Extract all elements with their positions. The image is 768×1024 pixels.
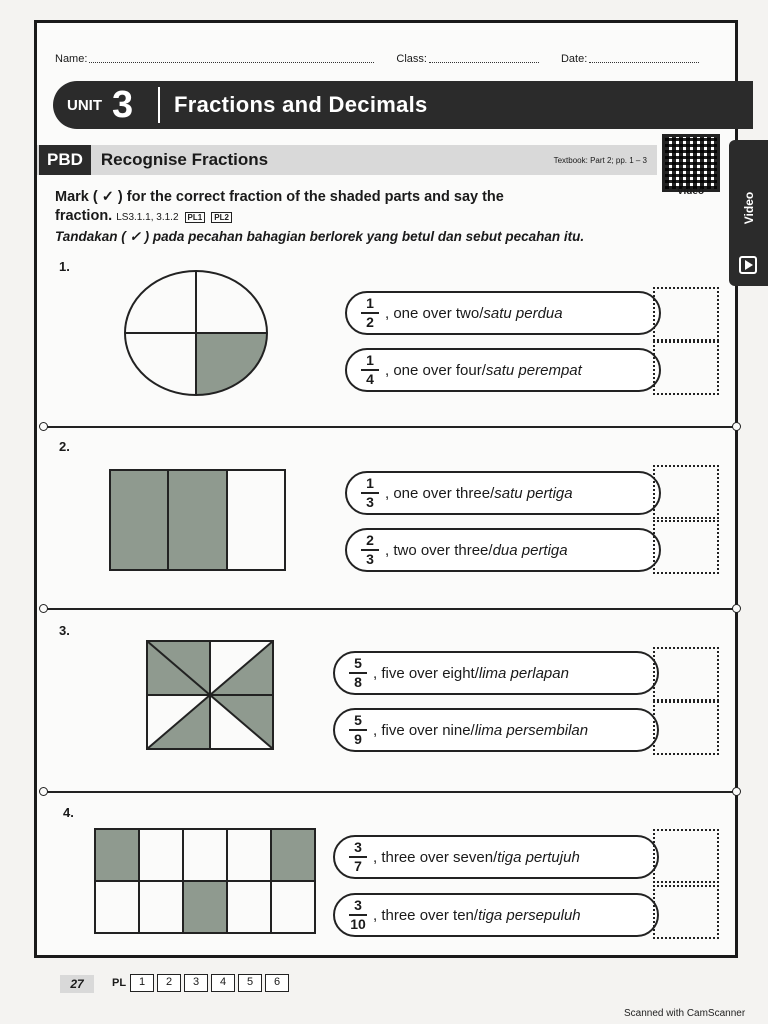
section-title: Recognise Fractions: [100, 150, 269, 169]
q3a-english: , five over eight/: [373, 664, 479, 682]
q4a-fraction: [349, 840, 367, 874]
learning-standard-codes: LS3.1.1, 3.1.2: [116, 212, 179, 223]
q1b-fraction: [361, 353, 379, 387]
q1-circle-diagram: [123, 268, 269, 398]
q2a-english: , one over three/: [385, 484, 495, 502]
q3b-english: , five over nine/: [373, 721, 475, 739]
denominator: 3: [366, 550, 374, 567]
q4-grid-diagram: [93, 827, 317, 935]
q2-shaded-part-2: [168, 470, 227, 570]
qr-code-icon[interactable]: [662, 134, 720, 192]
q2b-tick-box[interactable]: [653, 520, 719, 574]
class-label: Class:: [396, 53, 427, 65]
pl-box[interactable]: 1: [130, 974, 154, 992]
unit-divider: [158, 87, 160, 123]
q3a-tick-box[interactable]: [653, 647, 719, 701]
q1a-fraction: [361, 296, 379, 330]
q2a-malay: satu pertiga: [494, 484, 573, 502]
q2-shaded-part-1: [110, 470, 168, 570]
q2a-tick-box[interactable]: [653, 465, 719, 519]
q1a-tick-box[interactable]: [653, 287, 719, 341]
q4a-malay: tiga pertujuh: [497, 848, 580, 866]
pl-label: PL: [112, 977, 127, 989]
instruction-line-1: Mark ( ✓ ) for the correct fraction of the shaded parts and say the: [55, 189, 504, 205]
numerator: 1: [366, 352, 374, 369]
numerator: 1: [366, 475, 374, 492]
pbd-tag: PBD: [39, 145, 91, 175]
q3b-fraction: [349, 713, 367, 747]
pl1-badge: PL1: [185, 212, 206, 223]
q3-option-a: [333, 651, 659, 695]
instruction-english: [55, 188, 675, 227]
q4-option-a: [333, 835, 659, 879]
q1a-english: , one over two/: [385, 304, 484, 322]
q2-option-b: [345, 528, 661, 572]
class-field[interactable]: [429, 53, 539, 63]
q4b-malay: tiga persepuluh: [478, 906, 581, 924]
q1-option-b: [345, 348, 661, 392]
q2b-english: , two over three/: [385, 541, 493, 559]
q3a-malay: lima perlapan: [478, 664, 569, 682]
q4-option-b: [333, 893, 659, 937]
video-tab-label: Video: [742, 191, 756, 225]
date-label: Date:: [560, 53, 588, 65]
unit-title: Fractions and Decimals: [174, 92, 428, 117]
denominator: 9: [354, 730, 362, 747]
q1b-malay: satu perempat: [485, 361, 582, 379]
numerator: 2: [366, 532, 374, 549]
question-1-number: 1.: [59, 259, 70, 274]
instruction-line-2: fraction.: [55, 208, 113, 224]
pl-box[interactable]: 4: [211, 974, 235, 992]
q4-shaded-cell-3: [183, 881, 227, 933]
video-label: Video: [677, 186, 705, 197]
q2a-fraction: [361, 476, 379, 510]
page-number: 27: [60, 975, 94, 993]
q1-option-a: [345, 291, 661, 335]
question-separator: [45, 426, 735, 428]
unit-number: 3: [112, 83, 134, 126]
unit-banner: [53, 81, 753, 129]
numerator: 3: [354, 897, 362, 914]
denominator: 10: [350, 915, 366, 932]
section-bar: [37, 145, 657, 175]
q1b-english: , one over four/: [385, 361, 486, 379]
play-icon: [739, 256, 757, 274]
numerator: 5: [354, 655, 362, 672]
q1-shaded-quarter: [196, 333, 269, 398]
question-separator: [45, 791, 735, 793]
pl-box[interactable]: 6: [265, 974, 289, 992]
q4-shaded-cell-1: [95, 829, 139, 881]
denominator: 4: [366, 370, 374, 387]
q3a-fraction: [349, 656, 367, 690]
q2b-fraction: [361, 533, 379, 567]
q1b-tick-box[interactable]: [653, 341, 719, 395]
q2b-malay: dua pertiga: [492, 541, 568, 559]
q3b-malay: lima persembilan: [474, 721, 589, 739]
q4b-fraction: [349, 898, 367, 932]
q4b-tick-box[interactable]: [653, 885, 719, 939]
q2-option-a: [345, 471, 661, 515]
question-4-number: 4.: [63, 805, 74, 820]
denominator: 7: [354, 857, 362, 874]
unit-word: UNIT: [67, 96, 102, 114]
q4b-english: , three over ten/: [373, 906, 479, 924]
question-3-number: 3.: [59, 623, 70, 638]
q4a-tick-box[interactable]: [653, 829, 719, 883]
name-label: Name:: [55, 53, 88, 65]
q1a-malay: satu perdua: [483, 304, 563, 322]
student-info-row: [55, 53, 725, 65]
denominator: 8: [354, 673, 362, 690]
scanner-watermark: Scanned with CamScanner: [624, 1008, 746, 1019]
pl-box[interactable]: 2: [157, 974, 181, 992]
textbook-reference: Textbook: Part 2; pp. 1 – 3: [553, 155, 647, 165]
date-field[interactable]: [589, 53, 699, 63]
pl2-badge: PL2: [211, 212, 232, 223]
name-field[interactable]: [89, 53, 374, 63]
numerator: 3: [354, 839, 362, 856]
q3b-tick-box[interactable]: [653, 701, 719, 755]
pl-box[interactable]: 5: [238, 974, 262, 992]
q3-option-b: [333, 708, 659, 752]
question-2-number: 2.: [59, 439, 70, 454]
numerator: 5: [354, 712, 362, 729]
q3-square-diagram: [145, 639, 275, 753]
denominator: 2: [366, 313, 374, 330]
instruction-malay: Tandakan ( ✓ ) pada pecahan bahagian berlorek yang betul dan sebut pecahan itu.: [55, 229, 585, 244]
denominator: 3: [366, 493, 374, 510]
question-separator: [45, 608, 735, 610]
q4-shaded-cell-2: [271, 829, 315, 881]
q2-rectangle-diagram: [109, 469, 287, 573]
video-side-tab[interactable]: [729, 140, 768, 286]
worksheet-page: [34, 20, 738, 958]
numerator: 1: [366, 295, 374, 312]
q4a-english: , three over seven/: [373, 848, 498, 866]
performance-level-boxes: [130, 974, 289, 992]
pl-box[interactable]: 3: [184, 974, 208, 992]
